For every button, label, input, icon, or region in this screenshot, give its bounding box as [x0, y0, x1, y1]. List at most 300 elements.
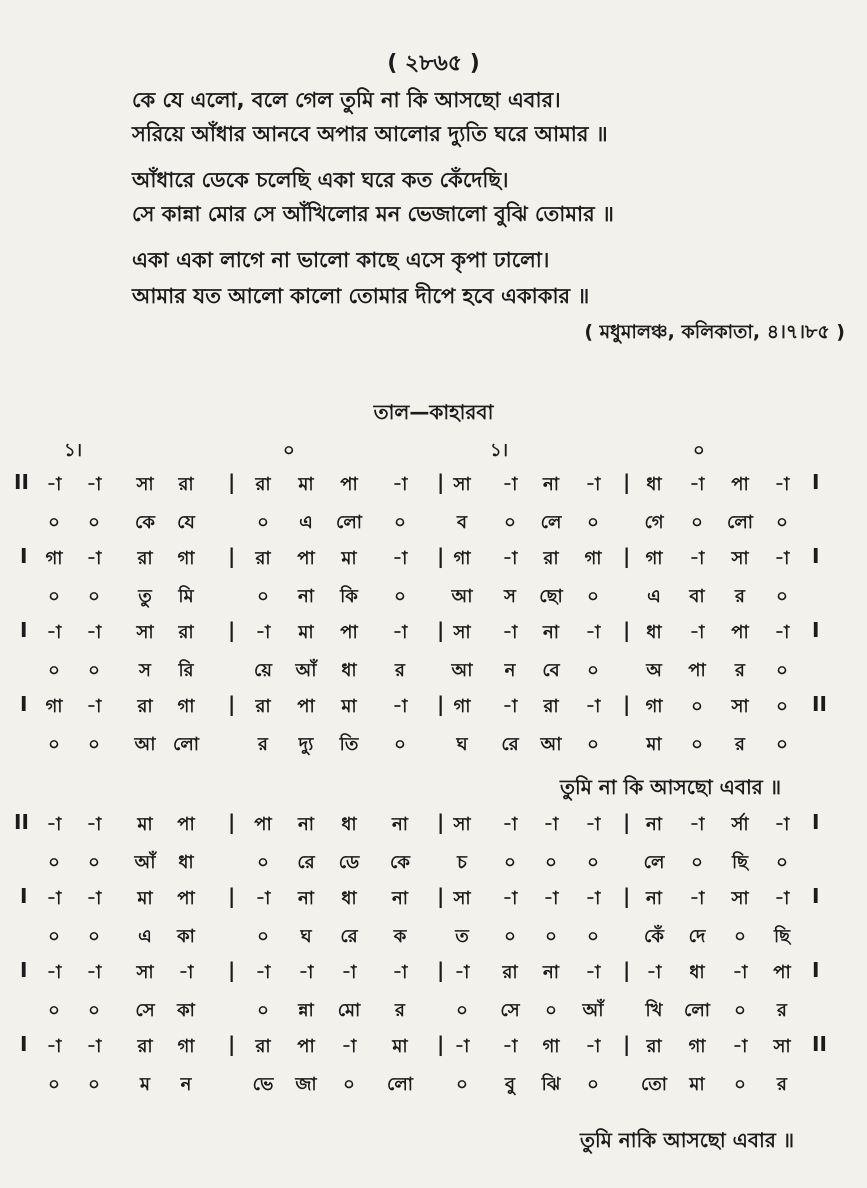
swara-note: পা [773, 962, 791, 983]
lyric-syllable: লে [540, 512, 562, 533]
lyric-syllable: ন [180, 1074, 192, 1095]
lyric-syllable: ০ [456, 1000, 468, 1021]
swara-note: মা [392, 1036, 408, 1057]
lyric-syllable: বা [689, 586, 705, 607]
swara-note: রা [178, 474, 194, 495]
lyric-syllable: তি [339, 734, 359, 755]
swara-note: রা [255, 548, 271, 569]
lyric-syllable: কে [390, 852, 410, 873]
swara-note: -া [86, 962, 102, 983]
swara-note: রা [178, 622, 194, 643]
lyric-syllable: ০ [734, 1074, 746, 1095]
lyric-syllable: ০ [587, 926, 599, 947]
lyric-syllable: ০ [257, 586, 269, 607]
lyric-syllable: ০ [88, 1074, 100, 1095]
lyric-syllable: র [735, 586, 745, 607]
lyric-syllable: ০ [545, 852, 557, 873]
swara-note: ধা [341, 814, 357, 835]
lyric-syllable: র [777, 1074, 787, 1095]
lyric-syllable: ০ [48, 586, 60, 607]
swara-note: -া [86, 1036, 102, 1057]
beat-marker-2: ০ [283, 440, 295, 461]
swara-note: সা [731, 548, 749, 569]
row-start-bar: I [20, 884, 28, 908]
row-start-bar: I [20, 692, 28, 716]
taal-heading: তাল—কাহারবা [373, 400, 494, 424]
swara-note: রা [255, 696, 271, 717]
measure-bar: | [228, 958, 236, 982]
lyric-syllable: ০ [545, 926, 557, 947]
lyric-line-2: সরিয়ে আঁধার আনবে অপার আলোর দ্যুতি ঘরে আমার ॥ [132, 122, 608, 146]
measure-bar: | [623, 470, 631, 494]
lyric-syllable: ০ [587, 734, 599, 755]
swara-row [0, 810, 867, 844]
swara-note: -া [255, 622, 271, 643]
lyric-syllable: এ [138, 926, 152, 947]
swara-note: পা [731, 622, 749, 643]
lyric-syllable: ০ [394, 734, 406, 755]
lyric-syllable: এ [299, 512, 313, 533]
lyric-syllable: ০ [88, 512, 100, 533]
lyric-syllable: র [777, 1000, 787, 1021]
lyric-syllable: ০ [776, 660, 788, 681]
lyric-syllable: ০ [88, 1000, 100, 1021]
lyric-syllable: ০ [776, 512, 788, 533]
swara-note: -া [585, 1036, 601, 1057]
lyric-syllable: র [735, 734, 745, 755]
swara-note: -া [585, 696, 601, 717]
swara-note: -া [543, 814, 559, 835]
swara-note: গা [645, 548, 663, 569]
lyric-syllable: আ [451, 586, 473, 607]
syllable-row [0, 848, 867, 882]
swara-note: -া [86, 474, 102, 495]
lyric-line-6: আমার যত আলো কালো তোমার দীপে হবে একাকার ॥ [132, 284, 590, 308]
lyric-syllable: ০ [88, 852, 100, 873]
swara-note: গা [453, 548, 471, 569]
swara-note: রা [137, 548, 153, 569]
swara-note: গা [177, 1036, 195, 1057]
swara-note: -া [46, 1036, 62, 1057]
syllable-row [0, 1070, 867, 1104]
lyric-syllable: খি [645, 1000, 663, 1021]
lyric-syllable: কেঁ [644, 926, 664, 947]
lyric-syllable: ০ [48, 660, 60, 681]
lyric-syllable: সে [135, 1000, 155, 1021]
swara-note: -া [255, 962, 271, 983]
swara-note: -া [774, 888, 790, 909]
lyric-syllable: ছি [773, 926, 791, 947]
measure-bar: | [437, 470, 445, 494]
swara-note: -া [585, 814, 601, 835]
swara-row [0, 884, 867, 918]
swara-note: -া [585, 622, 601, 643]
swara-note: না [392, 888, 408, 909]
measure-bar: | [623, 618, 631, 642]
swara-note: ধা [646, 622, 662, 643]
lyric-syllable: জা [295, 1074, 317, 1095]
lyric-syllable: ০ [691, 852, 703, 873]
swara-note: মা [137, 814, 153, 835]
row-end-bar: I [812, 470, 820, 494]
swara-note: পা [340, 474, 358, 495]
song-number: ( ২৮৬৫ ) [387, 51, 480, 76]
swara-note: র্সা [731, 814, 749, 835]
swara-note: -া [392, 548, 408, 569]
row-start-bar: I [20, 544, 28, 568]
swara-note: সা [136, 962, 154, 983]
lyric-syllable: গে [644, 512, 664, 533]
lyric-syllable: কি [340, 586, 358, 607]
beat-marker-3: ১। [490, 440, 509, 461]
lyric-syllable: লো [336, 512, 362, 533]
swara-note: -া [298, 962, 314, 983]
lyric-syllable: মো [337, 1000, 361, 1021]
lyric-syllable: ০ [88, 586, 100, 607]
lyric-syllable: ০ [48, 512, 60, 533]
swara-note: -া [585, 474, 601, 495]
swara-note: -া [46, 814, 62, 835]
measure-bar: | [623, 1032, 631, 1056]
lyric-syllable: ত [455, 926, 469, 947]
syllable-row [0, 508, 867, 542]
swara-note: -া [86, 814, 102, 835]
swara-note: পা [731, 474, 749, 495]
swara-note: -া [502, 474, 518, 495]
measure-bar: | [437, 692, 445, 716]
row-end-bar: I [812, 958, 820, 982]
measure-bar: | [437, 810, 445, 834]
swara-note: মা [298, 622, 314, 643]
swara-note: -া [341, 962, 357, 983]
lyric-syllable: ০ [587, 512, 599, 533]
row-end-bar: I [812, 884, 820, 908]
swara-note: -া [585, 888, 601, 909]
lyric-syllable: আঁ [134, 852, 156, 873]
lyric-syllable: ০ [776, 852, 788, 873]
lyric-syllable: মা [646, 734, 662, 755]
lyric-syllable: লো [684, 1000, 710, 1021]
lyric-syllable: লো [727, 512, 753, 533]
swara-note: না [646, 888, 662, 909]
lyric-syllable: ০ [587, 586, 599, 607]
lyric-syllable: ০ [504, 926, 516, 947]
lyric-syllable: দ্যু [298, 734, 314, 755]
swara-note: রা [543, 696, 559, 717]
swara-note: গা [45, 548, 63, 569]
lyric-syllable: ০ [734, 926, 746, 947]
lyric-syllable: ০ [734, 1000, 746, 1021]
lyric-syllable: ০ [504, 512, 516, 533]
row-start-bar: II [14, 810, 29, 834]
lyric-syllable: রে [340, 926, 358, 947]
swara-note: -া [255, 888, 271, 909]
measure-bar: | [228, 544, 236, 568]
measure-bar: | [623, 544, 631, 568]
lyric-syllable: য়ে [254, 660, 272, 681]
lyric-syllable: র [395, 660, 405, 681]
lyric-syllable: না [298, 586, 314, 607]
swara-note: -া [46, 888, 62, 909]
lyric-syllable: কে [135, 512, 155, 533]
swara-note: -া [689, 474, 705, 495]
measure-bar: | [228, 470, 236, 494]
lyric-syllable: ০ [88, 660, 100, 681]
lyric-syllable: লো [173, 734, 199, 755]
lyric-syllable: আঁ [295, 660, 317, 681]
lyric-syllable: ০ [587, 660, 599, 681]
swara-note: সা [731, 696, 749, 717]
lyric-syllable: ব [456, 512, 468, 533]
lyric-syllable: ০ [48, 926, 60, 947]
syllable-row [0, 922, 867, 956]
swara-note: -া [86, 622, 102, 643]
lyric-syllable: ছো [539, 586, 563, 607]
swara-row [0, 692, 867, 726]
swara-note: গা [542, 1036, 560, 1057]
swara-note: -া [454, 1036, 470, 1057]
refrain-1: তুমি না কি আসছো এবার ॥ [560, 775, 782, 799]
row-start-bar: II [14, 470, 29, 494]
beat-marker-4: ০ [693, 440, 705, 461]
swara-row [0, 1032, 867, 1066]
lyric-syllable: স [139, 660, 151, 681]
lyric-syllable: চ [457, 852, 467, 873]
swara-note: পা [297, 1036, 315, 1057]
beat-marker-1: ১। [64, 440, 83, 461]
lyric-syllable: ০ [545, 1000, 557, 1021]
lyric-syllable: ধা [178, 852, 194, 873]
row-end-bar: I [812, 810, 820, 834]
lyric-syllable: ০ [587, 1074, 599, 1095]
lyric-syllable: এ [647, 586, 661, 607]
lyric-syllable: ০ [691, 512, 703, 533]
swara-note: গা [177, 548, 195, 569]
swara-note: -া [689, 548, 705, 569]
swara-note: না [543, 962, 559, 983]
swara-note: -া [732, 962, 748, 983]
measure-bar: | [623, 958, 631, 982]
swara-note: সা [773, 1036, 791, 1057]
swara-row [0, 618, 867, 652]
lyric-syllable: ০ [691, 734, 703, 755]
swara-note: রা [255, 474, 271, 495]
lyric-syllable: ০ [776, 586, 788, 607]
measure-bar: | [228, 618, 236, 642]
swara-note: সা [136, 474, 154, 495]
swara-note: পা [297, 696, 315, 717]
swara-note: -া [46, 962, 62, 983]
swara-note: -া [392, 696, 408, 717]
syllable-row [0, 996, 867, 1030]
swara-note: ধা [341, 888, 357, 909]
swara-note: -া [341, 1036, 357, 1057]
swara-note: রা [543, 548, 559, 569]
lyric-line-3: আঁধারে ডেকে চলেছি একা ঘরে কত কেঁদেছি। [132, 168, 509, 192]
swara-note: -া [392, 474, 408, 495]
swara-note: না [392, 814, 408, 835]
swara-note: না [543, 622, 559, 643]
row-start-bar: I [20, 1032, 28, 1056]
measure-bar: | [228, 884, 236, 908]
syllable-row [0, 582, 867, 616]
lyric-syllable: আঁ [582, 1000, 604, 1021]
swara-note: -া [689, 814, 705, 835]
lyric-syllable: ০ [343, 1074, 355, 1095]
lyric-syllable: আ [451, 660, 473, 681]
swara-note: -া [178, 962, 194, 983]
swara-note: -া [502, 696, 518, 717]
lyric-syllable: স [504, 586, 516, 607]
swara-note: -া [86, 888, 102, 909]
row-end-bar: I [812, 618, 820, 642]
lyric-syllable: অ [646, 660, 662, 681]
lyric-syllable: ০ [257, 926, 269, 947]
lyric-syllable: ০ [776, 734, 788, 755]
swara-note: পা [177, 814, 195, 835]
lyric-syllable: র [735, 660, 745, 681]
swara-note: সা [453, 888, 471, 909]
lyric-syllable: ন্না [298, 1000, 314, 1021]
lyric-line-1: কে যে এলো, বলে গেল তুমি না কি আসছো এবার। [132, 88, 561, 112]
lyric-syllable: ডে [338, 852, 360, 873]
syllable-row [0, 730, 867, 764]
swara-note: রা [137, 696, 153, 717]
lyric-syllable: মা [689, 1074, 705, 1095]
lyric-syllable: ০ [257, 1000, 269, 1021]
row-start-bar: I [20, 618, 28, 642]
source-citation: ( মধুমালঞ্চ, কলিকাতা, ৪।৭।৮৫ ) [584, 321, 845, 343]
lyric-syllable: ধা [341, 660, 357, 681]
swara-note: রা [137, 1036, 153, 1057]
lyric-syllable: ০ [587, 852, 599, 873]
swara-note: -া [774, 622, 790, 643]
swara-note: ধা [646, 474, 662, 495]
swara-note: ০ [776, 696, 788, 717]
lyric-syllable: র [395, 1000, 405, 1021]
lyric-syllable: ০ [257, 512, 269, 533]
lyric-syllable: ০ [88, 926, 100, 947]
swara-note: রা [255, 1036, 271, 1057]
lyric-syllable: ন [504, 660, 516, 681]
lyric-syllable: রি [178, 660, 194, 681]
lyric-syllable: কা [177, 926, 195, 947]
swara-note: -া [689, 888, 705, 909]
lyric-syllable: ০ [394, 586, 406, 607]
lyric-syllable: ০ [48, 734, 60, 755]
swara-note: ধা [689, 962, 705, 983]
swara-note: ০ [691, 696, 703, 717]
lyric-syllable: ০ [48, 1074, 60, 1095]
lyric-syllable: লে [643, 852, 665, 873]
swara-row [0, 958, 867, 992]
swara-note: না [298, 888, 314, 909]
swara-note: -া [392, 622, 408, 643]
swara-note: -া [46, 474, 62, 495]
lyric-syllable: তু [138, 586, 152, 607]
swara-note: পা [297, 548, 315, 569]
swara-note: পা [340, 622, 358, 643]
swara-note: গা [584, 548, 602, 569]
swara-note: -া [774, 474, 790, 495]
lyric-syllable: যে [177, 512, 195, 533]
lyric-syllable: ০ [88, 734, 100, 755]
swara-note: -া [392, 962, 408, 983]
swara-note: সা [731, 888, 749, 909]
measure-bar: | [228, 692, 236, 716]
row-end-bar: II [812, 1032, 827, 1056]
swara-note: গা [177, 696, 195, 717]
measure-bar: | [437, 618, 445, 642]
measure-bar: | [228, 810, 236, 834]
lyric-line-5: একা একা লাগে না ভালো কাছে এসে কৃপা ঢালো। [132, 248, 550, 272]
swara-note: না [298, 814, 314, 835]
lyric-syllable: বু [504, 1074, 516, 1095]
swara-note: গা [688, 1036, 706, 1057]
lyric-syllable: ঘ [300, 926, 312, 947]
swara-note: -া [585, 962, 601, 983]
swara-note: -া [86, 696, 102, 717]
measure-bar: | [437, 958, 445, 982]
swara-note: -া [502, 548, 518, 569]
swara-note: মা [341, 696, 357, 717]
swara-note: -া [502, 814, 518, 835]
lyric-syllable: ম [140, 1074, 150, 1095]
swara-note: -া [86, 548, 102, 569]
lyric-syllable: তো [640, 1074, 668, 1095]
swara-note: না [646, 814, 662, 835]
swara-note: -া [454, 962, 470, 983]
measure-bar: | [623, 810, 631, 834]
swara-note: সা [136, 622, 154, 643]
row-end-bar: I [812, 544, 820, 568]
lyric-syllable: ০ [394, 512, 406, 533]
measure-bar: | [623, 884, 631, 908]
lyric-syllable: ক [393, 926, 407, 947]
swara-note: -া [46, 622, 62, 643]
lyric-syllable: দে [688, 926, 706, 947]
swara-note: গা [645, 696, 663, 717]
swara-row [0, 470, 867, 504]
lyric-syllable: ঘ [456, 734, 468, 755]
measure-bar: | [228, 1032, 236, 1056]
syllable-row [0, 656, 867, 690]
lyric-syllable: লো [387, 1074, 413, 1095]
swara-note: পা [177, 888, 195, 909]
swara-note: -া [774, 814, 790, 835]
swara-note: না [543, 474, 559, 495]
measure-bar: | [437, 884, 445, 908]
swara-note: পা [254, 814, 272, 835]
swara-note: সা [453, 474, 471, 495]
swara-note: গা [453, 696, 471, 717]
swara-note: রা [646, 1036, 662, 1057]
lyric-syllable: আ [134, 734, 156, 755]
swara-note: -া [732, 1036, 748, 1057]
swara-row [0, 544, 867, 578]
lyric-syllable: ঝি [541, 1074, 561, 1095]
lyric-syllable: ০ [504, 852, 516, 873]
swara-note: রা [502, 962, 518, 983]
lyric-syllable: ভে [252, 1074, 274, 1095]
swara-note: সা [453, 622, 471, 643]
swara-note: -া [502, 622, 518, 643]
measure-bar: | [437, 544, 445, 568]
swara-note: -া [689, 622, 705, 643]
row-end-bar: II [812, 692, 827, 716]
lyric-syllable: ০ [48, 1000, 60, 1021]
lyric-syllable: মি [178, 586, 194, 607]
